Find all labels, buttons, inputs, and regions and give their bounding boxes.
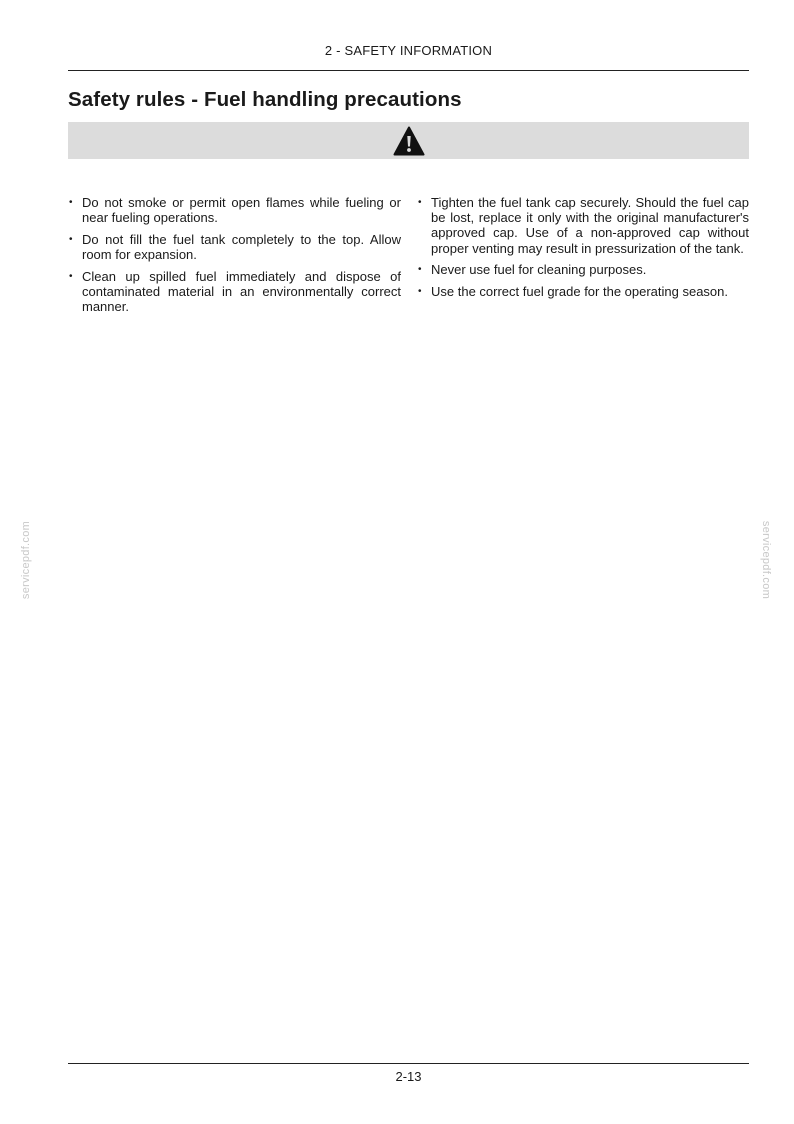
watermark-right: servicepdf.com [760, 520, 772, 600]
warning-triangle-icon [393, 126, 425, 156]
list-item-text: Do not fill the fuel tank completely to the top. Allow room for expansion. [82, 231, 401, 263]
list-item [417, 262, 749, 277]
list-item [68, 195, 401, 225]
running-header: 2 - SAFETY INFORMATION [324, 43, 493, 58]
list-item-text: Clean up spilled fuel immediately and dispose of contaminated material in an environmentally correct manner. [82, 268, 401, 315]
header-divider [68, 70, 749, 71]
list-item [417, 284, 749, 299]
page-title: Safety rules - Fuel handling precautions [68, 88, 462, 111]
list-item-text: Do not smoke or permit open flames while fueling or near fueling operations. [82, 195, 401, 226]
watermark-left: servicepdf.com [20, 520, 32, 600]
bullet: • [418, 197, 422, 208]
list-item-text: Tighten the fuel tank cap securely. Should the fuel cap be lost, replace it only with the original manufacturer's approved cap. Use of a non-approved cap without proper venting may result in pressurization of the tank. [431, 195, 749, 256]
list-item [417, 195, 749, 256]
bullet: • [418, 286, 422, 298]
left-column-list [68, 195, 401, 321]
bullet: • [69, 233, 73, 245]
bullet: • [69, 197, 73, 208]
right-column-list [417, 195, 749, 306]
list-item [68, 269, 401, 315]
list-item-text: Never use fuel for cleaning purposes. [431, 262, 647, 278]
bullet: • [69, 270, 73, 282]
list-item [68, 232, 401, 262]
footer-divider [68, 1063, 749, 1064]
bullet: • [418, 264, 422, 276]
warning-banner [68, 122, 749, 159]
page-number: 2-13 [395, 1069, 422, 1084]
list-item-text: Use the correct fuel grade for the operating season. [431, 284, 729, 300]
